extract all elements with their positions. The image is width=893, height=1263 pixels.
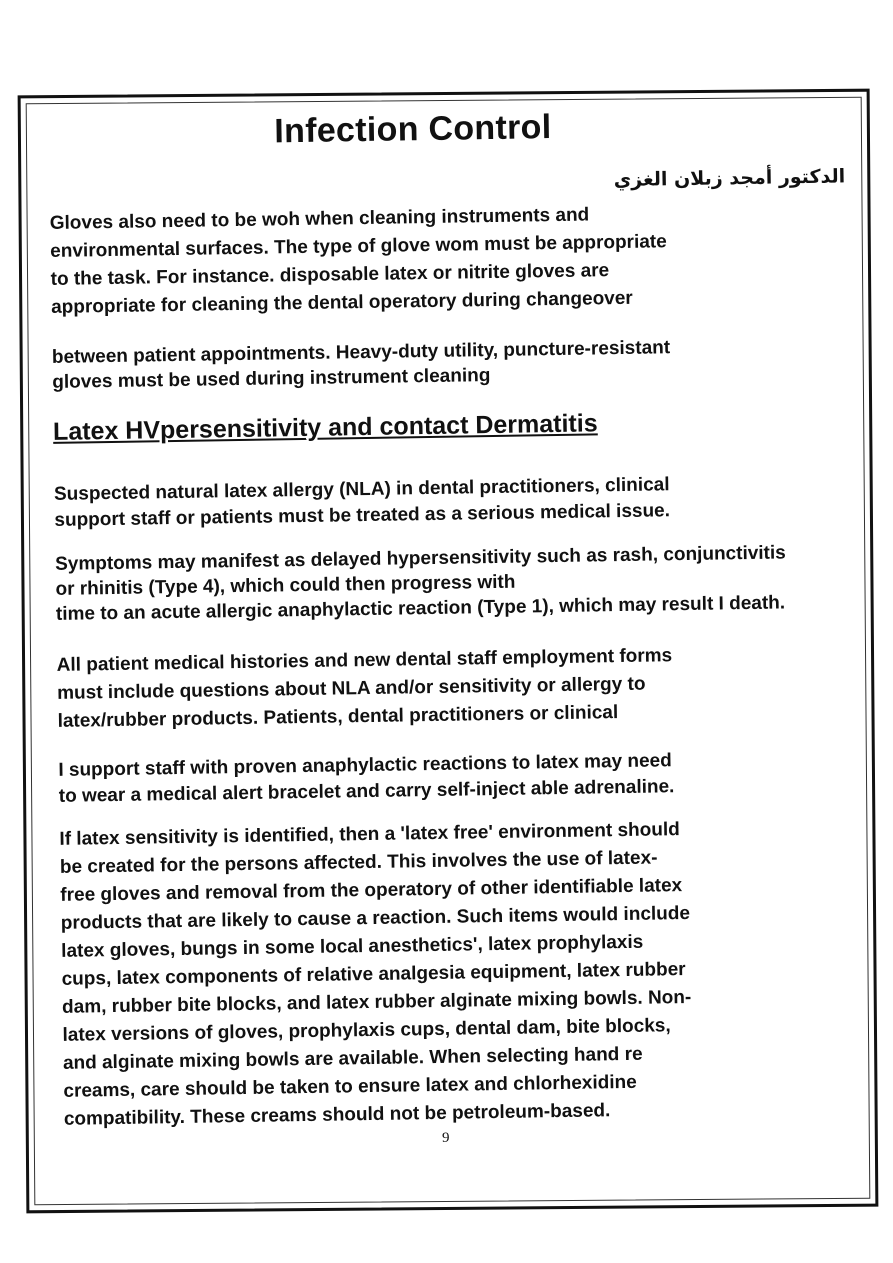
text-line: be created for the persons affected. This involves the use of latex- — [59, 847, 658, 878]
text-line: All patient medical histories and new dental staff employment forms — [56, 645, 673, 676]
text-line: Symptoms may manifest as delayed hypersensitivity such as rash, conjunctivitis — [54, 542, 786, 575]
text-line: If latex sensitivity is identified, then a 'latex free' environment should — [59, 819, 680, 850]
paragraph-gloves-cleaning — [50, 199, 732, 322]
text-line: products that are likely to cause a reaction. Such items would include — [60, 902, 691, 934]
text-line: to the task. For instance. disposable latex or nitrite gloves are — [50, 260, 610, 290]
text-line: environmental surfaces. The type of glove wom must be appropriate — [50, 231, 667, 262]
text-line: appropriate for cleaning the dental operatory during changeover — [50, 287, 633, 318]
text-line: to wear a medical alert bracelet and carry self-inject able adrenaline. — [58, 776, 675, 807]
author-name: الدكتور أمجد زبلان الغزي — [613, 165, 846, 192]
text-line: Suspected natural latex allergy (NLA) in dental practitioners, clinical — [53, 474, 670, 505]
page-title: Infection Control — [274, 108, 552, 151]
text-line: cups, latex components of relative analgesia equipment, latex rubber — [61, 959, 686, 990]
section-heading: Latex HVpersensitivity and contact Dermatitis — [52, 409, 598, 446]
text-line: creams, care should be taken to ensure latex and chlorhexidine — [63, 1071, 637, 1102]
text-line: between patient appointments. Heavy-duty utility, puncture-resistant — [51, 337, 671, 368]
text-line: I support staff with proven anaphylactic reactions to latex may need — [58, 750, 672, 781]
text-line: support staff or patients must be treated as a serious medical issue. — [54, 500, 671, 531]
text-line: latex/rubber products. Patients, dental practitioners or clinical — [57, 702, 619, 732]
text-line: latex versions of gloves, prophylaxis cups, dental dam, bite blocks, — [62, 1015, 671, 1046]
text-line: gloves must be used during instrument cleaning — [52, 365, 491, 393]
paragraph-gloves-heavy-duty — [52, 334, 733, 395]
text-line: dam, rubber bite blocks, and latex rubber alginate mixing bowls. Non- — [61, 986, 692, 1018]
text-line: must include questions about NLA and/or sensitivity or allergy to — [56, 673, 646, 704]
paragraph-latex-free — [59, 815, 754, 1134]
text-line: or rhinitis (Type 4), which could then progress with — [55, 571, 516, 600]
page-content — [44, 97, 861, 1189]
page-number: 9 — [442, 1130, 450, 1146]
paragraph-symptoms — [55, 539, 856, 627]
paragraph-nla — [54, 471, 745, 534]
paragraph-medical-histories — [57, 641, 748, 736]
paragraph-anaphylactic — [58, 747, 749, 810]
text-line: and alginate mixing bowls are available. When selecting hand re — [62, 1043, 643, 1074]
text-line: Gloves also need to be woh when cleaning instruments and — [49, 204, 590, 234]
text-line: latex gloves, bungs in some local anesthetics', latex prophylaxis — [61, 931, 644, 962]
text-line: compatibility. These creams should not be petroleum-based. — [63, 1100, 611, 1130]
text-line: free gloves and removal from the operatory of other identifiable latex — [60, 875, 683, 906]
text-line: time to an acute allergic anaphylactic reaction (Type 1), which may result I death. — [55, 592, 786, 625]
